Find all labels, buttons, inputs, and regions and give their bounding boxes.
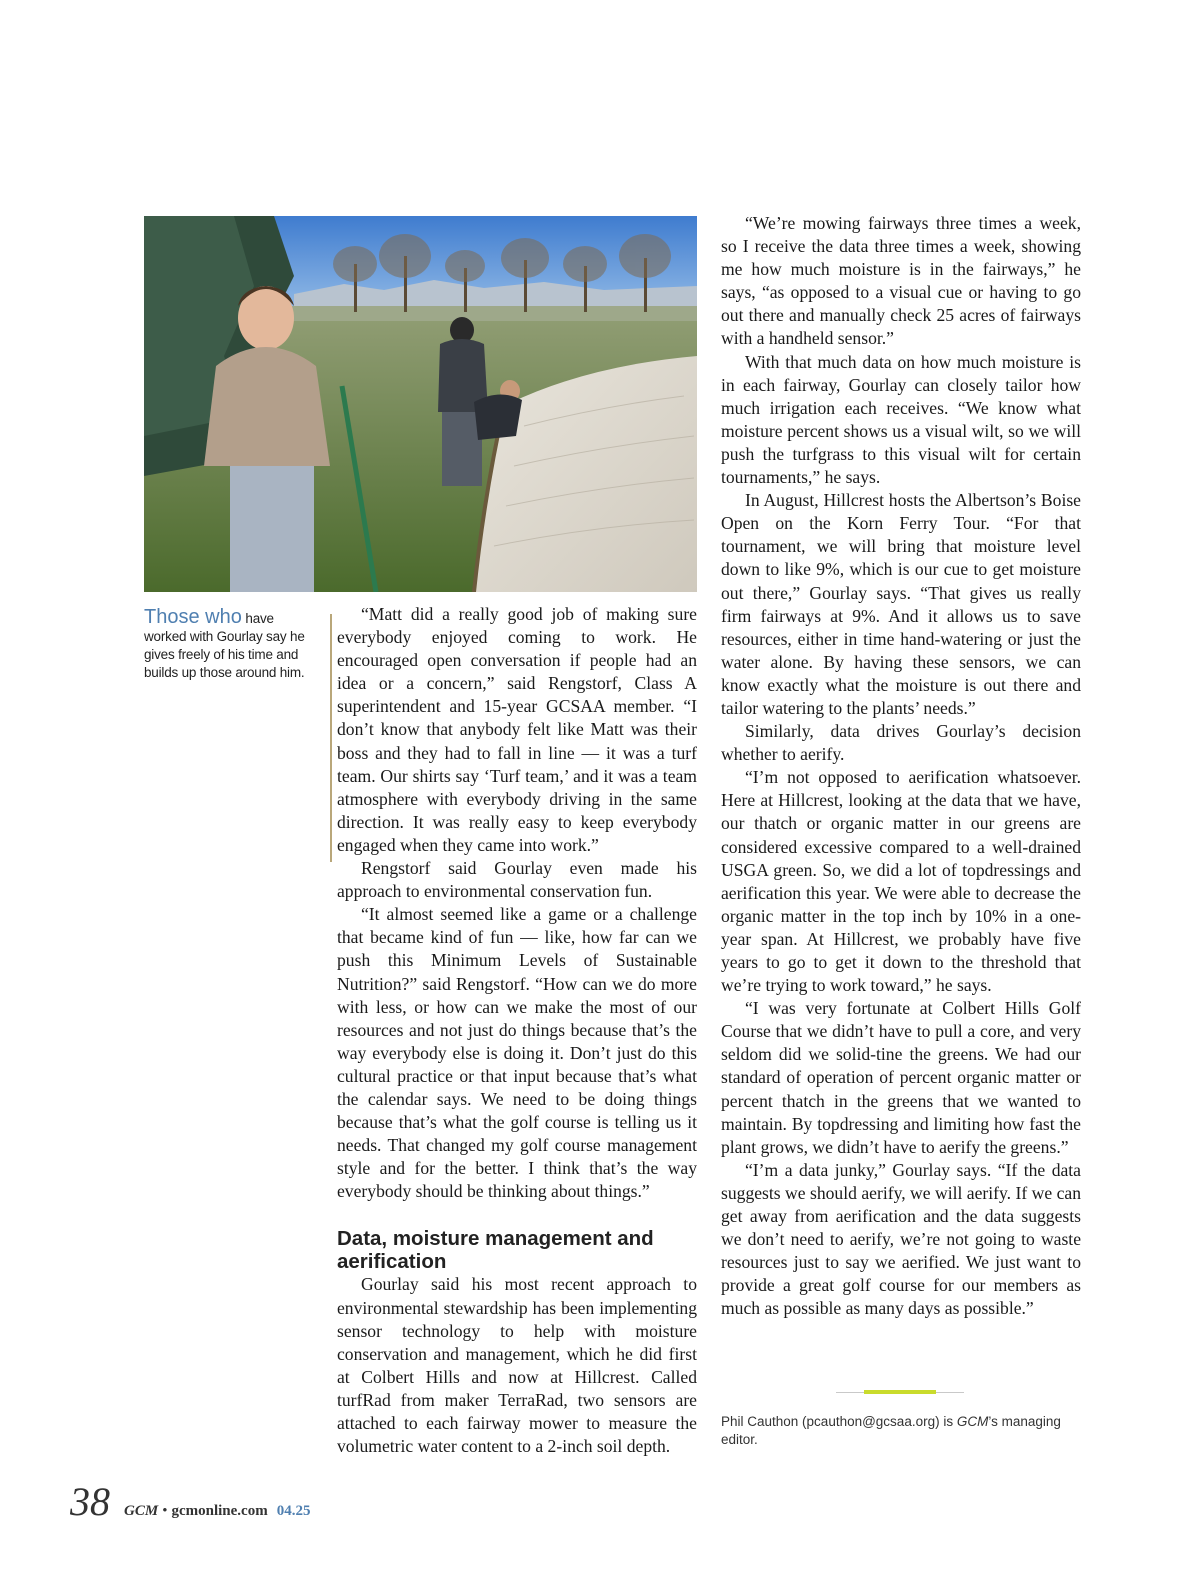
folio-separator: • (162, 1503, 168, 1519)
credit-text-end: ’s managing editor. (721, 1414, 1061, 1447)
article-column-middle (337, 603, 697, 1458)
paragraph: Similarly, data drives Gourlay’s decision whether to aerify. (721, 721, 1081, 765)
paragraph: With that much data on how much moisture is in each fairway, Gourlay can closely tailor how much irrigation each receives. “We know what moisture percent shows us a visual wilt, so we will push the turfgrass to this visual wilt for certain tournaments,” he says. (721, 351, 1081, 488)
issue-date: 04.25 (276, 1503, 311, 1519)
credit-magazine: GCM (956, 1414, 989, 1429)
author-credit (721, 1413, 1091, 1449)
paragraph: “I’m a data junky,” Gourlay says. “If the data suggests we should aerify, we will aerify. If we can get away from aerification and the data suggests we don’t need to aerify, we’re not going to waste resources just to say we aerified. We just want to provide a great golf course for our members as much as possible as many days as possible.” (721, 1159, 1081, 1319)
magazine-name: GCM (124, 1503, 159, 1519)
paragraph: “Matt did a really good job of making sure everybody enjoyed coming to work. He encouraged open conversation if people had an idea or a concern,” said Rengstorf, Class A superintendent and 15-year GCSAA member. “I don’t know that anybody felt like Matt was their boss and they had to fall in line — it was a turf team. Our shirts say ‘Turf team,’ and it was a team atmosphere with everybody driving in the same direction. It was really easy to keep everybody engaged when they came into work.” (337, 604, 697, 855)
caption-divider (330, 614, 332, 862)
page-folio (70, 1478, 310, 1524)
paragraph: Rengstorf said Gourlay even made his approach to environmental conservation fun. (337, 858, 697, 902)
end-rule-accent (864, 1390, 936, 1394)
caption-lead: Those who (144, 606, 242, 628)
paragraph: “It almost seemed like a game or a challenge that became kind of fun — like, how far can we push this Minimum Levels of Sustainable Nutrition?” said Rengstorf. “How can we do more with less, or how can we make the most of our resources and not just do things because that’s the way everybody else is doing it. Don’t just do this cultural practice or that input because that’s what the calendar says. We need to be doing things because that’s what the golf course is telling us it needs. That changed my golf course management style and for the better. I think that’s the way everybody should be thinking about things.” (337, 904, 697, 1202)
page-number: 38 (70, 1479, 110, 1524)
website-link[interactable]: gcmonline.com (171, 1503, 268, 1519)
paragraph: In August, Hillcrest hosts the Albertson’s Boise Open on the Korn Ferry Tour. “For that tournament, we will bring that moisture level down to like 9%, which is our cue to get moisture out there,” Gourlay says. “That gives us really firm fairways at 9%. And it allows us to save resources, either in time hand-watering or just the water alone. By having these sensors, we can know exactly what the moisture is out there and tailor watering to the plants’ needs.” (721, 490, 1081, 718)
photo-caption (144, 608, 316, 682)
paragraph: “I’m not opposed to aerification whatsoever. Here at Hillcrest, looking at the data that we have, our thatch or organic matter in our greens are considered excessive compared to a well-drained USGA green. So, we did a lot of topdressings and aerification this year. We were able to decrease the organic matter in the top inch by 10% in a one-year span. At Hillcrest, we probably have five years to go to get it down to the threshold that we’re trying to work toward,” he says. (721, 767, 1081, 996)
paragraph: “We’re mowing fairways three times a week, so I receive the data three times a week, showing me how much moisture is in the fairways,” he says, “as opposed to a visual cue or having to go out there and manually check 25 acres of fairways with a handheld sensor.” (721, 213, 1081, 349)
paragraph: Gourlay said his most recent approach to environmental stewardship has been implementing sensor technology to help with moisture conservation and management, which he did first at Colbert Hills and now at Hillcrest. Called turfRad from maker TerraRad, two sensors are attached to each fairway mower to measure the volumetric water content to a 2-inch soil depth. (337, 1274, 697, 1457)
section-subhead: Data, moisture management and aerification (337, 1227, 654, 1274)
article-column-right (721, 212, 1081, 1321)
paragraph: “I was very fortunate at Colbert Hills Golf Course that we didn’t have to pull a core, and very seldom did we solid-tine the greens. We had our standard of operation of percent organic matter or percent thatch in the greens that we wanted to maintain. By topdressing and limiting how fast the plant grows, we didn’t have to aerify the greens.” (721, 998, 1081, 1157)
end-rule (836, 1390, 964, 1394)
course-photo (144, 216, 697, 592)
credit-text: Phil Cauthon (pcauthon@gcsaa.org) is (721, 1414, 957, 1429)
caption-text: have worked with Gourlay say he gives freely of his time and builds up those around him. (144, 611, 305, 680)
